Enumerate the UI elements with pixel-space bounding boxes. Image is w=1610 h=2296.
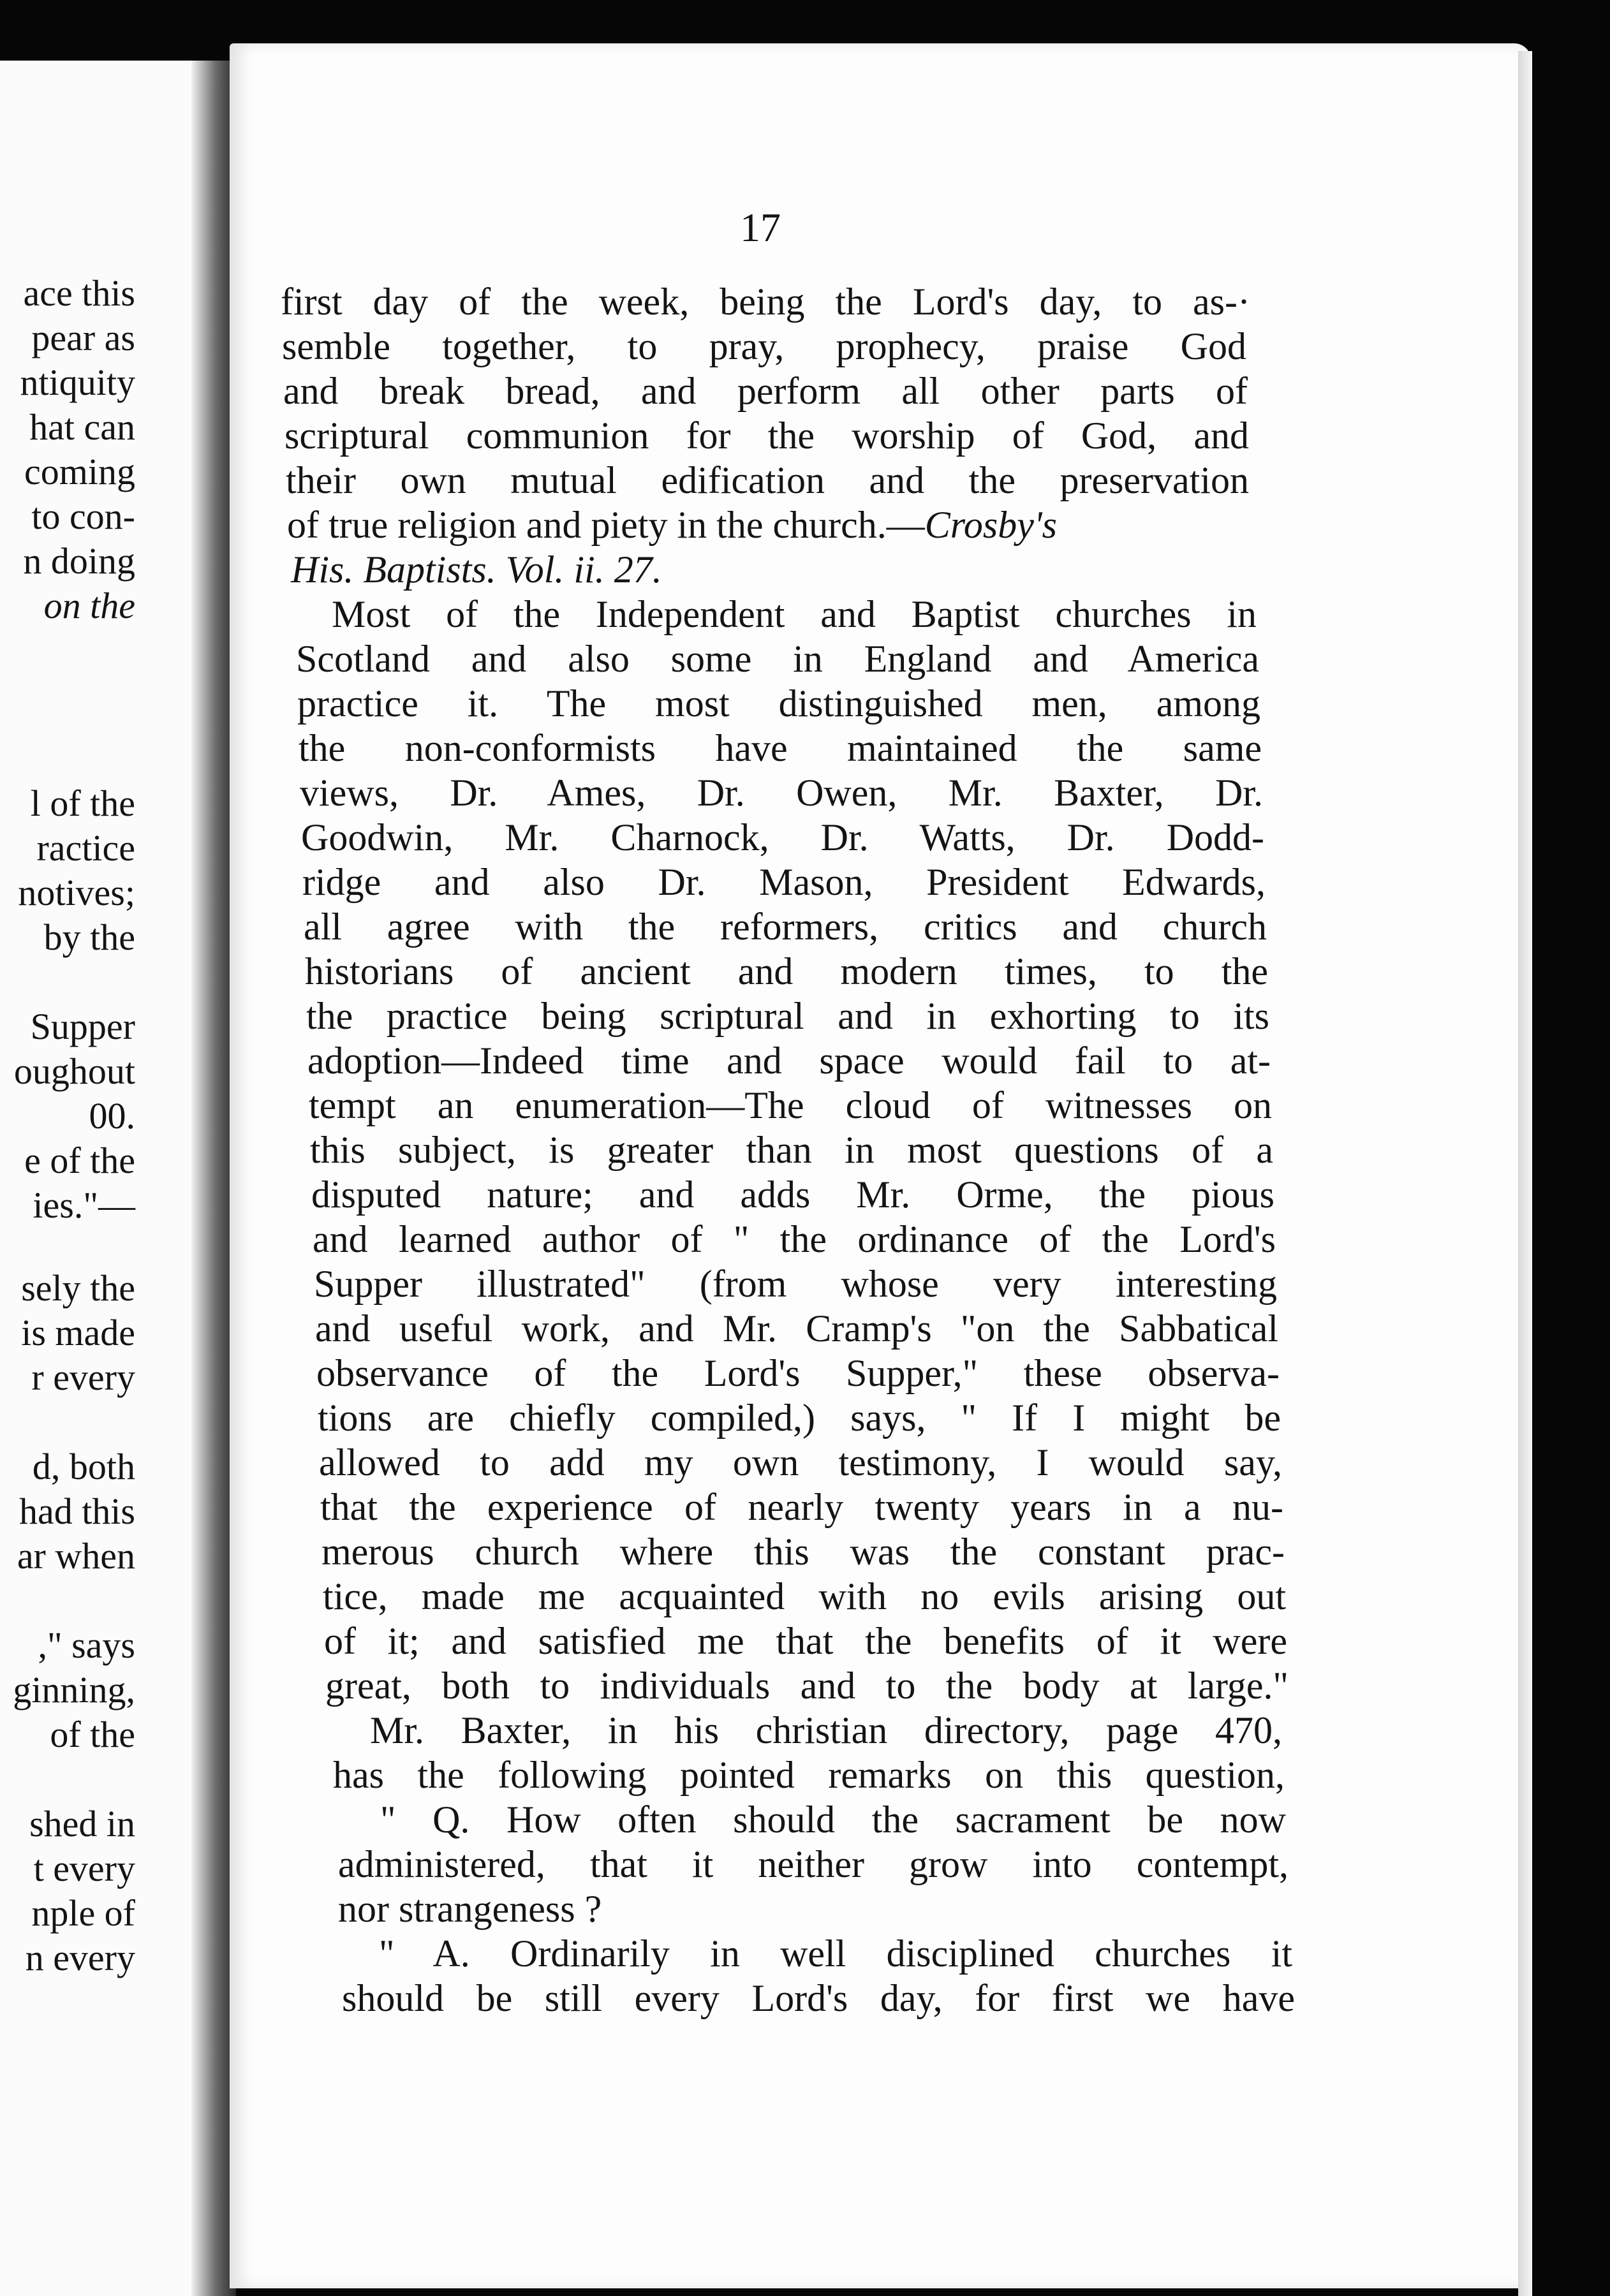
facing-page-line: Supper [30,1006,135,1047]
facing-page-line: ntiquity [20,362,135,403]
text-line: adoption—Indeed time and space would fail to at- [307,1040,1271,1082]
text-line: Most of the Independent and Baptist churches in [332,593,1257,635]
facing-page-line: is made [21,1312,135,1353]
text-line: " Q. How often should the sacrament be now [380,1799,1286,1841]
facing-page-line: on the [43,585,135,626]
facing-page-line: notives; [18,872,135,913]
facing-page-line: ies."— [33,1184,135,1226]
facing-page-line: oughout [13,1050,135,1092]
facing-page-line: pear as [31,317,135,358]
text-line: has the following pointed remarks on this question, [333,1754,1285,1796]
facing-page-line: by the [43,916,135,958]
text-line: merous church where this was the constant prac- [321,1531,1285,1573]
facing-page-line: nple of [31,1892,135,1934]
text-line: great, both to individuals and to the body at large." [325,1665,1289,1707]
text-line: their own mutual edification and the preservation [286,459,1249,501]
text-line: the practice being scriptural and in exhorting to its [306,995,1269,1037]
text-line: and break bread, and perform all other parts of [283,370,1248,412]
text-line: Supper illustrated" (from whose very interesting [314,1263,1277,1305]
text-line: should be still every Lord's day, for first we have [342,1977,1295,2019]
text-line: this subject, is greater than in most questions of a [310,1129,1273,1171]
text-span: of true religion and piety in the church.— [287,504,925,546]
text-line: disputed nature; and adds Mr. Orme, the pious [311,1174,1274,1216]
text-line: views, Dr. Ames, Dr. Owen, Mr. Baxter, Dr. [300,772,1263,814]
facing-page [0,61,204,2296]
facing-page-line: sely the [21,1267,135,1309]
text-line: " A. Ordinarily in well disciplined churches it [379,1932,1292,1975]
facing-page-line: coming [24,451,135,492]
facing-page-line: of the [50,1714,135,1755]
facing-page-line: n every [25,1937,135,1978]
facing-page-line: d, both [32,1446,135,1487]
text-line: tice, made me acquainted with no evils arising out [323,1575,1286,1617]
facing-page-line: t every [33,1848,135,1889]
facing-page-line: ar when [17,1535,135,1577]
facing-page-line: r every [31,1357,135,1398]
text-line: administered, that it neither grow into contempt, [338,1843,1289,1885]
text-line: first day of the week, being the Lord's day, to as-· [281,281,1250,323]
text-line: all agree with the reformers, critics and church [304,906,1267,948]
facing-page-line: ractice [36,827,135,869]
text-line: nor strangeness ? [338,1888,602,1930]
text-line: ridge and also Dr. Mason, President Edwards, [302,861,1266,903]
facing-page-line: shed in [29,1803,135,1844]
citation-source: His. Baptists. Vol. ii. 27. [291,548,662,591]
facing-page-line: e of the [24,1140,135,1181]
facing-page-line: l of the [30,783,135,824]
text-line: that the experience of nearly twenty years in a nu- [320,1486,1283,1528]
facing-page-line: hat can [29,406,135,448]
text-line: observance of the Lord's Supper," these observa- [316,1352,1280,1394]
facing-page-line: ginning, [13,1669,135,1711]
text-line: historians of ancient and modern times, to the [305,950,1268,992]
text-line: scriptural communion for the worship of God, and [284,415,1249,457]
citation-line [291,547,929,592]
text-line: Goodwin, Mr. Charnock, Dr. Watts, Dr. Dodd- [301,816,1264,858]
facing-page-line: ," says [38,1624,135,1666]
text-line: allowed to add my own testimony, I would say, [319,1441,1282,1483]
facing-page-line: n doing [23,540,135,582]
page-edge [1518,51,1532,2296]
text-line: Mr. Baxter, in his christian directory, page 470, [370,1709,1282,1751]
page-number: 17 [740,205,781,250]
citation-author: Crosby's [924,504,1058,546]
facing-page-line: to con- [31,496,135,537]
text-line: tempt an enumeration—The cloud of witnesses on [309,1084,1272,1126]
text-line: semble together, to pray, prophecy, praise God [282,325,1246,367]
text-line: the non-conformists have maintained the same [299,727,1262,769]
facing-page-line: ace this [23,272,135,314]
text-line: and useful work, and Mr. Cramp's "on the Sabbatical [315,1307,1278,1350]
text-line: tions are chiefly compiled,) says, " If I might be [318,1397,1281,1439]
facing-page-line: had this [18,1490,135,1532]
text-line: of it; and satisfied me that the benefits of it were [324,1620,1287,1662]
text-line: Scotland and also some in England and America [296,638,1259,680]
facing-page-line: 00. [89,1095,135,1137]
text-line [287,503,1257,547]
text-line: and learned author of " the ordinance of the Lord's [313,1218,1276,1260]
text-line: practice it. The most distinguished men, among [297,682,1260,725]
